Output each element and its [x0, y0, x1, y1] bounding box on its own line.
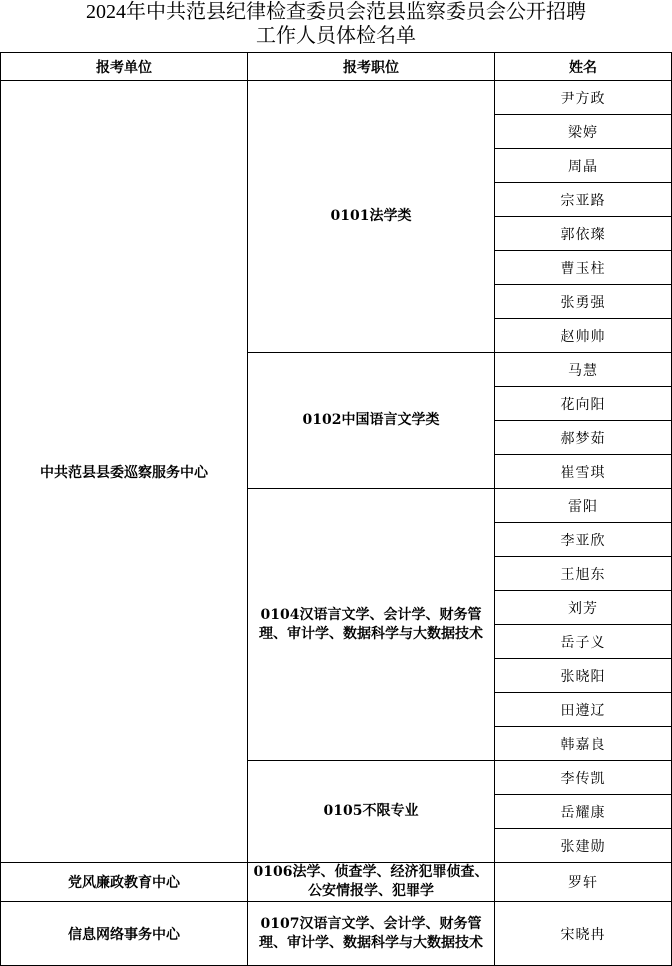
- position-cell: 0104汉语言文学、会计学、财务管理、审计学、数据科学与大数据技术: [248, 489, 495, 761]
- table-row: [1, 863, 672, 902]
- title-line-2: 工作人员体检名单: [256, 25, 416, 47]
- name-cell: 马慧: [495, 353, 672, 387]
- name-cell: 梁婷: [495, 115, 672, 149]
- name-cell: 赵帅帅: [495, 319, 672, 353]
- name-cell: 张勇强: [495, 285, 672, 319]
- header-position: 报考职位: [248, 53, 495, 81]
- header-name: 姓名: [495, 53, 672, 81]
- unit-cell: 信息网络事务中心: [1, 902, 248, 966]
- document-title: [0, 0, 672, 52]
- name-cell: 李传凯: [495, 761, 672, 795]
- header-row: [1, 53, 672, 81]
- exam-list-table: [0, 52, 672, 966]
- name-cell: 田遵辽: [495, 693, 672, 727]
- name-cell: 崔雪琪: [495, 455, 672, 489]
- name-cell: 郝梦茹: [495, 421, 672, 455]
- unit-cell: 党风廉政教育中心: [1, 863, 248, 902]
- name-cell: 雷阳: [495, 489, 672, 523]
- name-cell: 王旭东: [495, 557, 672, 591]
- table-row: [1, 902, 672, 966]
- name-cell: 郭依璨: [495, 217, 672, 251]
- position-cell: 0102中国语言文学类: [248, 353, 495, 489]
- name-cell: 曹玉柱: [495, 251, 672, 285]
- name-cell: 花向阳: [495, 387, 672, 421]
- name-cell: 宋晓冉: [495, 902, 672, 966]
- name-cell: 周晶: [495, 149, 672, 183]
- name-cell: 尹方政: [495, 81, 672, 115]
- title-line-1: 2024年中共范县纪律检查委员会范县监察委员会公开招聘: [86, 1, 586, 23]
- name-cell: 刘芳: [495, 591, 672, 625]
- name-cell: 宗亚路: [495, 183, 672, 217]
- position-cell: 0107汉语言文学、会计学、财务管理、审计学、数据科学与大数据技术: [248, 902, 495, 966]
- name-cell: 岳子义: [495, 625, 672, 659]
- name-cell: 岳耀康: [495, 795, 672, 829]
- name-cell: 李亚欣: [495, 523, 672, 557]
- position-cell: 0105不限专业: [248, 761, 495, 863]
- position-cell: 0106法学、侦查学、经济犯罪侦查、公安情报学、犯罪学: [248, 863, 495, 902]
- header-unit: 报考单位: [1, 53, 248, 81]
- table-row: [1, 81, 672, 115]
- name-cell: 罗轩: [495, 863, 672, 902]
- name-cell: 张建勋: [495, 829, 672, 863]
- name-cell: 张晓阳: [495, 659, 672, 693]
- position-cell: 0101法学类: [248, 81, 495, 353]
- unit-cell: 中共范县县委巡察服务中心: [1, 81, 248, 863]
- name-cell: 韩嘉良: [495, 727, 672, 761]
